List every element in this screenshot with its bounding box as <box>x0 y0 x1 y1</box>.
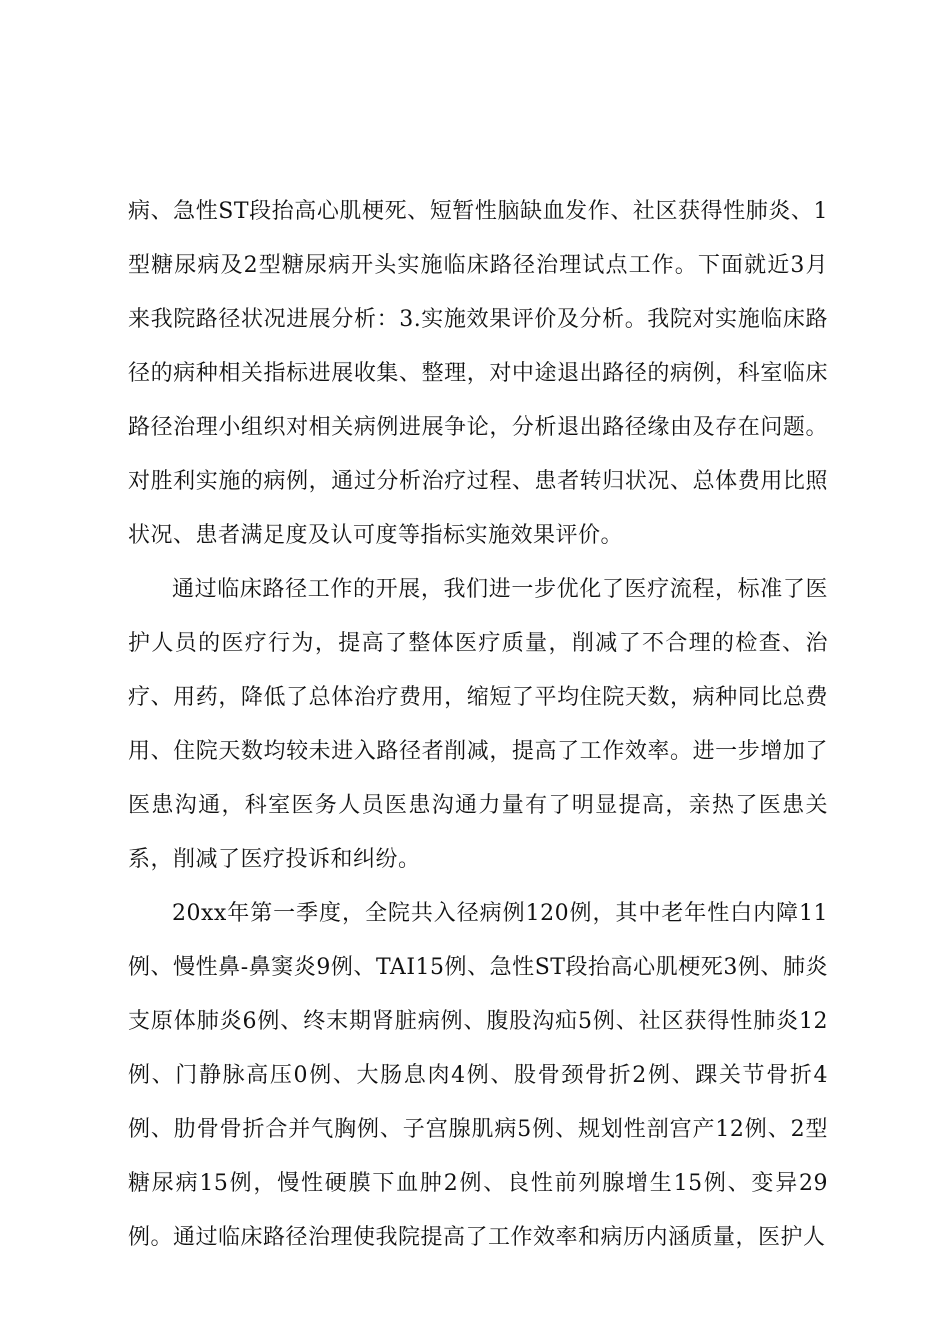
paragraph-2: 通过临床路径工作的开展，我们进一步优化了医疗流程，标准了医护人员的医疗行为，提高了整体医疗质量，削减了不合理的检查、治疗、用药，降低了总体治疗费用，缩短了平均住院天数，病种同比总费用、住院天数均较未进入路径者削减，提高了工作效率。进一步增加了医患沟通，科室医务人员医患沟通力量有了明显提高，亲热了医患关系，削减了医疗投诉和纠纷。 <box>128 577 828 872</box>
document-body <box>128 185 828 1265</box>
paragraph-3: 20xx年第一季度，全院共入径病例120例，其中老年性白内障11例、慢性鼻-鼻窦炎9例、TAI15例、急性ST段抬高心肌梗死3例、肺炎支原体肺炎6例、终末期肾脏病例、腹股沟疝5例、社区获得性肺炎12例、门静脉高压0例、大肠息肉4例、股骨颈骨折2例、踝关节骨折4例、肋骨骨折合并气胸例、子宫腺肌病5例、规划性剖宫产12例、2型糖尿病15例，慢性硬膜下血肿2例、良性前列腺增生15例、变异29例。通过临床路径治理使我院提高了工作效率和病历内涵质量，医护人 <box>128 901 828 1250</box>
paragraph-1: 病、急性ST段抬高心肌梗死、短暂性脑缺血发作、社区获得性肺炎、1型糖尿病及2型糖尿病开头实施临床路径治理试点工作。下面就近3月来我院路径状况进展分析：3.实施效果评价及分析。我院对实施临床路径的病种相关指标进展收集、整理，对中途退出路径的病例，科室临床路径治理小组织对相关病例进展争论，分析退出路径缘由及存在问题。对胜利实施的病例，通过分析治疗过程、患者转归状况、总体费用比照状况、患者满足度及认可度等指标实施效果评价。 <box>128 199 828 548</box>
